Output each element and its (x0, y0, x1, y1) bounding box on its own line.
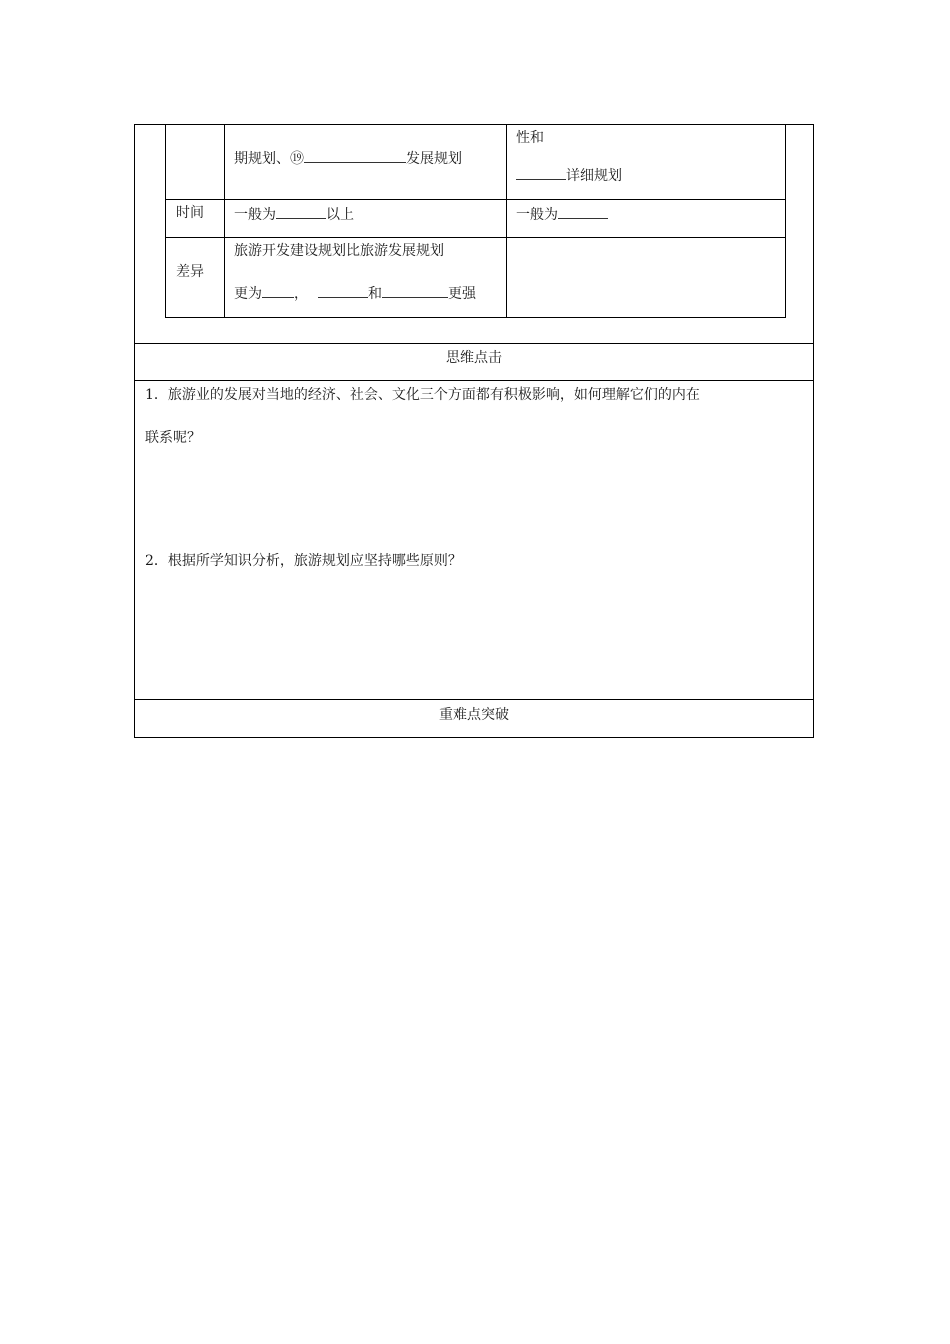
plan-dev-cell (234, 148, 462, 168)
column-divider (506, 124, 507, 317)
time-dev-text1: 一般为 (234, 207, 276, 223)
plan-con-cell (516, 165, 622, 185)
question-1-line1: 1．旅游业的发展对当地的经济、社会、文化三个方面都有积极影响，如何理解它们的内在 (145, 387, 700, 403)
document-table (134, 124, 814, 738)
section-divider (135, 699, 813, 700)
diff-text-c: 和 (368, 286, 382, 302)
diff-text-b: ， (294, 286, 308, 302)
diff-line2 (234, 283, 476, 303)
blank-line[interactable] (382, 283, 448, 298)
diff-text-a: 更为 (234, 286, 262, 302)
blank-line[interactable] (558, 204, 608, 219)
plan-dev-text1: 期规划、⑲ (234, 151, 304, 167)
comparison-table (165, 124, 786, 318)
time-dev-text2: 以上 (326, 207, 354, 223)
question-1-line2: 联系呢？ (145, 430, 201, 446)
blank-line[interactable] (304, 148, 406, 163)
blank-line[interactable] (318, 283, 368, 298)
diff-line1: 旅游开发建设规划比旅游发展规划 (234, 243, 444, 259)
section-thinking-title: 思维点击 (446, 350, 502, 366)
time-con-text: 一般为 (516, 207, 558, 223)
plan-con-text1: 性和 (516, 130, 544, 146)
blank-line[interactable] (262, 283, 294, 298)
time-label: 时间 (176, 205, 204, 221)
time-dev-cell (234, 204, 354, 224)
plan-dev-text2: 发展规划 (406, 151, 462, 167)
column-divider (224, 124, 225, 317)
section-divider (135, 343, 813, 344)
time-con-cell (516, 204, 608, 224)
diff-label: 差异 (176, 264, 204, 280)
blank-line[interactable] (516, 165, 566, 180)
section-divider (135, 380, 813, 381)
question-2: 2．根据所学知识分析，旅游规划应坚持哪些原则？ (145, 553, 462, 569)
blank-line[interactable] (276, 204, 326, 219)
diff-text-d: 更强 (448, 286, 476, 302)
row-divider (166, 237, 785, 238)
row-divider (166, 199, 785, 200)
section-key-title: 重难点突破 (439, 707, 509, 723)
plan-con-text2: 详细规划 (566, 168, 622, 184)
